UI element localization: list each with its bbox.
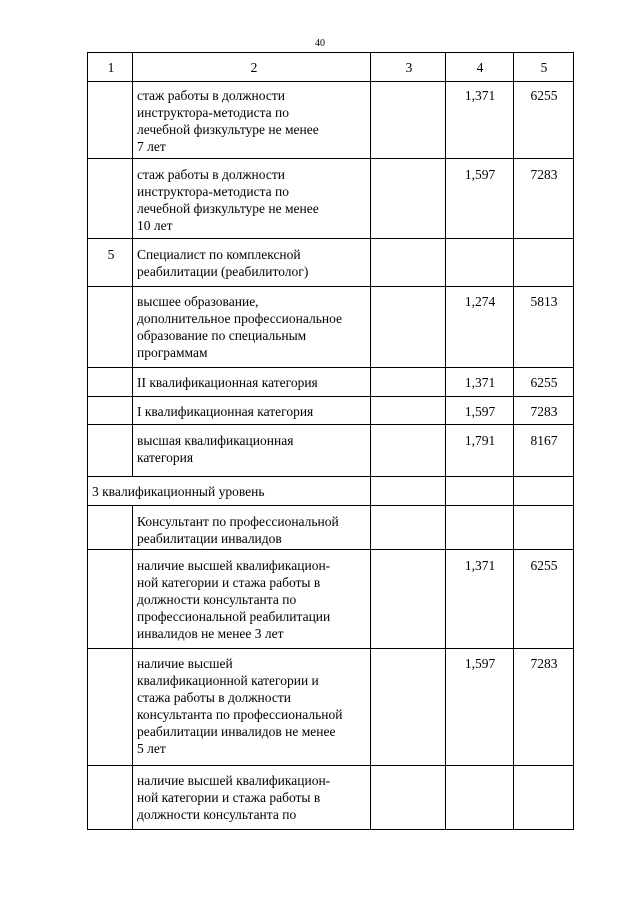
coefficient-value: 1,371 [464,558,496,573]
table-cell [370,81,446,159]
position-description: стаж работы в должности инструктора-методиста по лечебной физкультуре не менее 7 лет [137,88,319,154]
position-description: стаж работы в должности инструктора-методиста по лечебной физкультуре не менее 10 лет [137,167,319,233]
table-cell [87,367,133,397]
position-description: I квалификационная категория [137,404,314,419]
table-cell [87,549,133,649]
position-description: наличие высшей квалификацион- ной категории и стажа работы в должности консультанта по [137,773,331,822]
table-cell [370,505,446,550]
table-cell [513,238,574,287]
table-cell [445,505,514,550]
column-header-5: 5 [540,60,548,75]
table-cell [370,549,446,649]
table-cell [370,158,446,239]
salary-value: 7283 [530,404,558,419]
table-cell [87,286,133,368]
position-description: наличие высшей квалификацион- ной категории и стажа работы в должности консультанта по профессиональной реабилитации инвалидов не менее 3 лет [137,558,331,641]
salary-value: 6255 [530,558,558,573]
table-cell [370,648,446,766]
table-cell [87,648,133,766]
table-cell [87,765,133,830]
column-header-1: 1 [107,60,115,75]
table-cell [370,367,446,397]
position-description: наличие высшей квалификационной категории и стажа работы в должности консультанта по профессиональной реабилитации инвалидов не менее 5 лет [137,656,343,756]
salary-value: 7283 [530,656,558,671]
position-title: Специалист по комплексной реабилитации (реабилитолог) [137,247,309,279]
table-cell [513,505,574,550]
table-cell [370,424,446,477]
table-cell [87,396,133,425]
coefficient-value: 1,597 [464,404,496,419]
salary-value: 5813 [530,294,558,309]
qualification-level-heading: 3 квалификационный уровень [92,484,265,499]
table-cell [513,765,574,830]
salary-value: 8167 [530,433,558,448]
table-cell [370,476,446,506]
table-cell [513,476,574,506]
column-header-4: 4 [476,60,484,75]
table-cell [87,81,133,159]
table-cell [445,765,514,830]
coefficient-value: 1,597 [464,656,496,671]
coefficient-value: 1,597 [464,167,496,182]
page-number: 40 [315,38,325,49]
column-header-2: 2 [250,60,258,75]
coefficient-value: 1,791 [464,433,496,448]
table-cell [370,765,446,830]
salary-value: 6255 [530,375,558,390]
position-description: II квалификационная категория [137,375,318,390]
position-title: Консультант по профессиональной реабилитации инвалидов [137,514,339,546]
column-header-3: 3 [405,60,413,75]
table-cell [445,238,514,287]
table-cell [87,158,133,239]
table-cell [370,286,446,368]
table-cell [87,424,133,477]
row-number: 5 [107,247,115,262]
table-cell [87,505,133,550]
position-description: высшая квалификационная категория [137,433,294,465]
salary-value: 6255 [530,88,558,103]
coefficient-value: 1,274 [464,294,496,309]
table-cell [370,396,446,425]
salary-value: 7283 [530,167,558,182]
position-description: высшее образование, дополнительное профессиональное образование по специальным программам [137,294,343,360]
table-cell [445,476,514,506]
coefficient-value: 1,371 [464,88,496,103]
coefficient-value: 1,371 [464,375,496,390]
table-cell [370,238,446,287]
